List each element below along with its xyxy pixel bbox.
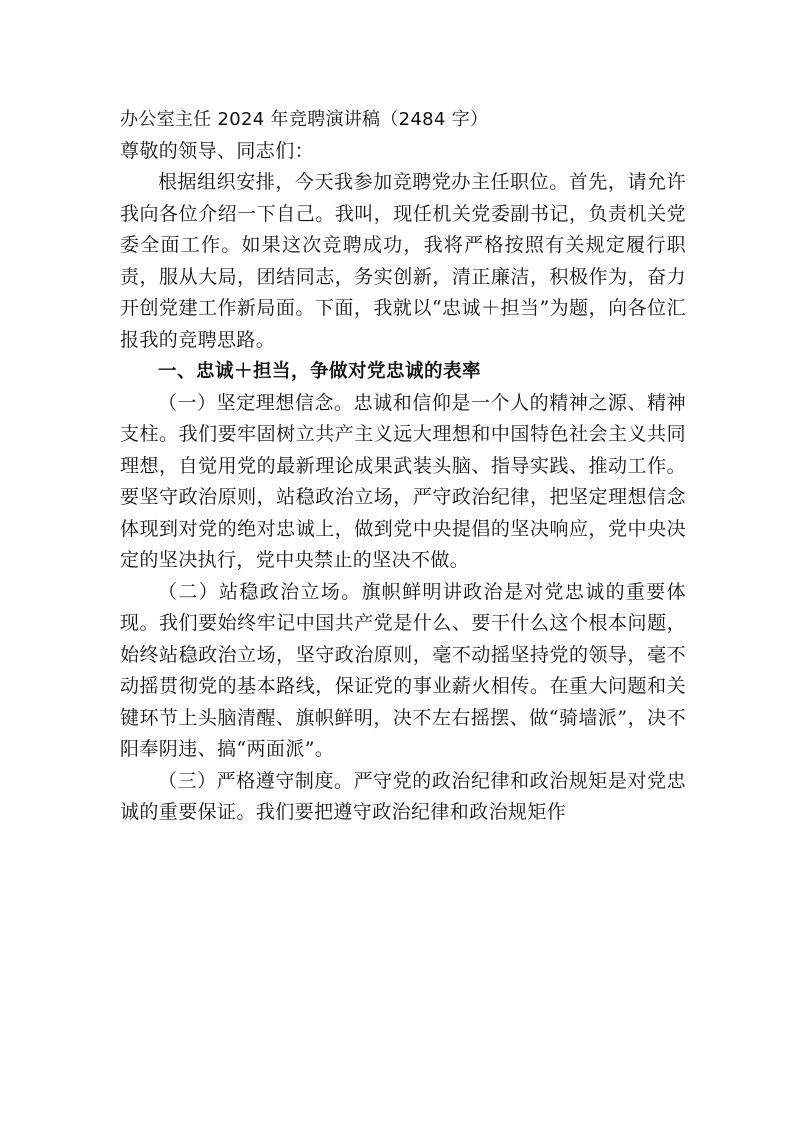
section-paragraph-firm-ideals: （一）坚定理想信念。忠诚和信仰是一个人的精神之源、精神支柱。我们要牢固树立共产主义远大理想和中国特色社会主义共同理想，自觉用党的最新理论成果武装头脑、指导实践、推动工作。要坚守政治原则，站稳政治立场，严守政治纪律，把坚定理想信念体现到对党的绝对忠诚上，做到党中央提倡的坚决响应，党中央决定的坚决执行，党中央禁止的坚决不做。 [120, 391, 686, 571]
document-title: 办公室主任 2024 年竞聘演讲稿（2484 字） [120, 109, 489, 130]
section-paragraph-strict-rules: （三）严格遵守制度。严守党的政治纪律和政治规矩是对党忠诚的重要保证。我们要把遵守政治纪律和政治规矩作 [120, 769, 686, 823]
section-heading: 一、忠诚＋担当，争做对党忠诚的表率 [158, 361, 482, 382]
section-paragraph-political-stance: （二）站稳政治立场。旗帜鲜明讲政治是对党忠诚的重要体现。我们要始终牢记中国共产党是什么、要干什么这个根本问题，始终站稳政治立场，坚守政治原则，毫不动摇坚持党的领导，毫不动摇贯彻党的基本路线，保证党的事业薪火相传。在重大问题和关键环节上头脑清醒、旗帜鲜明，决不左右摇摆、做“骑墙派”，决不阳奉阴违、搞“两面派”。 [120, 580, 686, 760]
salutation: 尊敬的领导、同志们： [120, 139, 315, 162]
intro-paragraph: 根据组织安排，今天我参加竞聘党办主任职位。首先，请允许我向各位介绍一下自己。我叫，现任机关党委副书记，负责机关党委全面工作。如果这次竞聘成功，我将严格按照有关规定履行职责，服从大局，团结同志，务实创新，清正廉洁，积极作为，奋力开创党建工作新局面。下面，我就以“忠诚＋担当”为题，向各位汇报我的竞聘思路。 [120, 171, 686, 351]
document-body [120, 104, 686, 829]
